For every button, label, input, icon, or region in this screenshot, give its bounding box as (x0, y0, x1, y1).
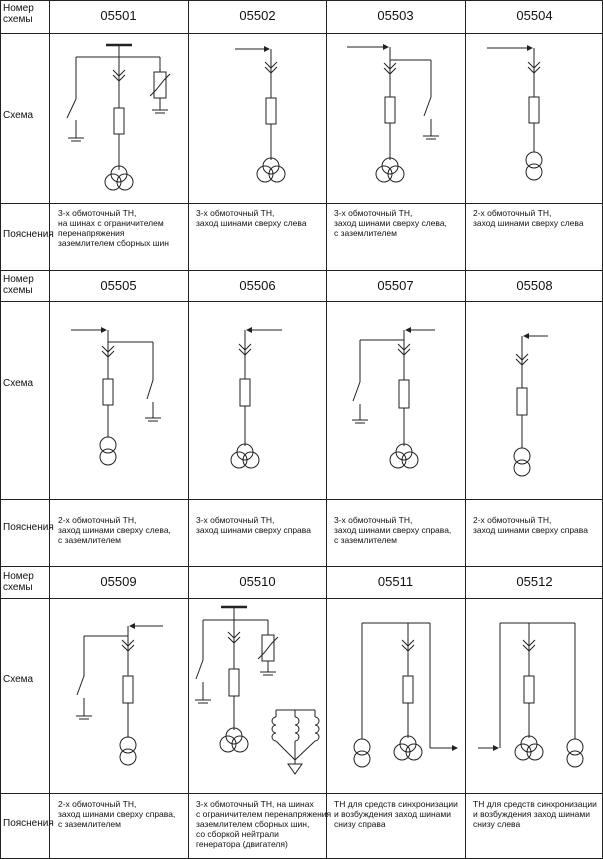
scheme-05502 (235, 49, 285, 182)
row-label-scheme: Схема (3, 378, 34, 389)
row-label-scheme: Схема (3, 674, 34, 685)
scheme-note: 3-х обмоточный ТН, заход шинами сверху слева (196, 208, 307, 228)
scheme-05507 (352, 330, 435, 468)
scheme-code: 05509 (100, 574, 137, 589)
scheme-05508 (514, 336, 548, 476)
scheme-05512 (478, 623, 583, 767)
scheme-05505 (71, 330, 161, 465)
row-label-number: Номер схемы (3, 571, 34, 593)
scheme-code: 05506 (239, 278, 276, 293)
scheme-code: 05510 (239, 574, 276, 589)
row-label-scheme: Схема (3, 110, 34, 121)
scheme-code: 05511 (377, 574, 414, 589)
scheme-note: 2-х обмоточный ТН, заход шинами сверху слева, с заземлителем (58, 515, 171, 545)
scheme-note: 2-х обмоточный ТН, заход шинами сверху слева (473, 208, 584, 228)
row-label-number: Номер схемы (3, 274, 34, 296)
scheme-05506 (231, 330, 282, 468)
row-label-notes: Пояснения (3, 818, 54, 829)
scheme-note: 3-х обмоточный ТН, заход шинами сверху справа, с заземлителем (334, 515, 452, 545)
scheme-05509 (76, 626, 163, 765)
scheme-code: 05501 (100, 8, 137, 23)
scheme-note: 3-х обмоточный ТН, на шинах с ограничителем перенапряжения заземлителем сборных шин, со сборкой нейтрали генератора (двигателя) (196, 799, 332, 849)
scheme-note: 3-х обмоточный ТН, заход шинами сверху справа (196, 515, 311, 535)
scheme-note: 2-х обмоточный ТН, заход шинами сверху справа, с заземлителем (58, 799, 176, 829)
scheme-note: 3-х обмоточный ТН, заход шинами сверху слева, с заземлителем (334, 208, 447, 238)
scheme-code: 05507 (377, 278, 414, 293)
scheme-note: 3-х обмоточный ТН, на шинах с ограничителем перенапряжения заземлителем сборных шин (58, 208, 169, 248)
scheme-note: 2-х обмоточный ТН, заход шинами сверху справа (473, 515, 588, 535)
scheme-05504 (487, 48, 542, 180)
scheme-note: ТН для средств синхронизации и возбуждения заход шинами снизу справа (334, 799, 458, 829)
row-label-notes: Пояснения (3, 522, 54, 533)
scheme-code: 05512 (516, 574, 553, 589)
scheme-code: 05505 (100, 278, 137, 293)
scheme-code: 05503 (377, 8, 414, 23)
scheme-05503 (347, 47, 439, 182)
scheme-code: 05502 (239, 8, 276, 23)
scheme-05501 (67, 45, 170, 190)
scheme-code: 05504 (516, 8, 553, 23)
scheme-05511 (354, 623, 457, 767)
row-label-notes: Пояснения (3, 229, 54, 240)
scheme-note: ТН для средств синхронизации и возбуждения заход шинами снизу слева (473, 799, 597, 829)
row-label-number: Номер схемы (3, 3, 34, 25)
scheme-05510 (195, 607, 319, 774)
scheme-code: 05508 (516, 278, 553, 293)
